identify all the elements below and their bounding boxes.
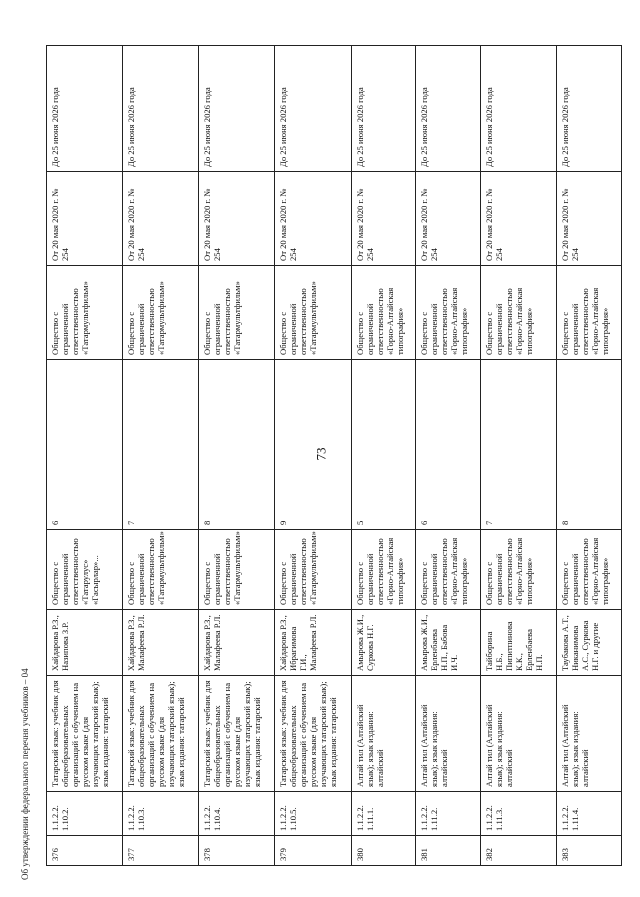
page-number: 73 [313,447,329,461]
cell-publisher2: Общество с ограниченной ответственностью «Татармультфильм» [47,266,123,360]
cell-order: От 20 мая 2020 г. № 254 [481,172,557,266]
cell-code: 1.1.2.2. 1.10.5. [275,792,351,836]
cell-publisher2: Общество с ограниченной ответственностью «Татармультфильм» [199,266,275,360]
cell-deadline: До 25 июня 2026 года [47,46,123,172]
cell-publisher: Общество с ограниченной ответственностью «Татарулус» «Гасырлар»... [47,530,123,610]
table-row [47,46,123,866]
cell-no: 383 [557,836,622,866]
cell-title: Алтай тил (Алтайский язык); язык издания: алтайский [557,676,622,792]
table-row [351,46,416,866]
cell-authors: Хайдарова Р.З., Малафеева Р.Л. [123,610,199,676]
cell-authors: Амырова Ж.И., Суркова Н.Г. [351,610,416,676]
cell-publisher2: Общество с ограниченной ответственностью «Горно-Алтайская типография» [557,266,622,360]
cell-order: От 20 мая 2020 г. № 254 [416,172,481,266]
cell-grade: 9 [275,360,351,530]
table-row [199,46,275,866]
cell-publisher: Общество с ограниченной ответственностью «Горно-Алтайская типография» [481,530,557,610]
cell-deadline: До 25 июня 2026 года [123,46,199,172]
cell-grade: 6 [47,360,123,530]
cell-code: 1.1.2.2. 1.11.2. [416,792,481,836]
cell-title: Татарский язык: учебник для общеобразовательных организаций с обучением на русском языке (для изучающих татарский язык); язык издания: татарский [123,676,199,792]
cell-title: Татарский язык: учебник для общеобразовательных организаций с обучением на русском языке (для изучающих татарский язык); язык издания: татарский [47,676,123,792]
cell-authors: Хайдарова Р.З., Малафеева Р.Л. [199,610,275,676]
cell-code: 1.1.2.2. 1.11.3. [481,792,557,836]
cell-no: 378 [199,836,275,866]
cell-publisher2: Общество с ограниченной ответственностью «Татармультфильм» [123,266,199,360]
cell-publisher: Общество с ограниченной ответственностью «Горно-Алтайская типография» [416,530,481,610]
rotated-table-wrapper [46,46,622,866]
cell-publisher2: Общество с ограниченной ответственностью «Татармультфильм» [275,266,351,360]
cell-publisher: Общество с ограниченной ответственностью «Татармультфильм» [275,530,351,610]
cell-authors: Хайдарова Р.З., Ибрагимова Г.И., Малафеева Р.Л. [275,610,351,676]
textbook-table [46,45,622,866]
cell-publisher2: Общество с ограниченной ответственностью «Горно-Алтайская типография» [416,266,481,360]
cell-authors: Амырова Ж.И., Ерленбаева Н.П., Бабова И.Ч. [416,610,481,676]
cell-code: 1.1.2.2. 1.10.4. [199,792,275,836]
cell-grade: 8 [199,360,275,530]
cell-title: Алтай тил (Алтайский язык); язык издания: алтайский [351,676,416,792]
cell-order: От 20 мая 2020 г. № 254 [123,172,199,266]
cell-deadline: До 25 июня 2026 года [275,46,351,172]
table-row [416,46,481,866]
cell-order: От 20 мая 2020 г. № 254 [275,172,351,266]
footer-note: Об утверждении федерального перечня учебников – 04 [20,668,30,880]
cell-deadline: До 25 июня 2026 года [481,46,557,172]
cell-code: 1.1.2.2. 1.11.4. [557,792,622,836]
cell-no: 382 [481,836,557,866]
cell-code: 1.1.2.2. 1.10.2. [47,792,123,836]
cell-publisher: Общество с ограниченной ответственностью «Татармультфильм» [123,530,199,610]
cell-no: 379 [275,836,351,866]
cell-deadline: До 25 июня 2026 года [351,46,416,172]
cell-code: 1.1.2.2. 1.10.3. [123,792,199,836]
cell-authors: Таубакова А.Т., Никанимова А.С., Суркова Н.Г. и другие [557,610,622,676]
cell-authors: Хайдарова Р.З., Назипова З.Р. [47,610,123,676]
table-body [47,46,622,866]
cell-publisher2: Общество с ограниченной ответственностью «Горно-Алтайская типография» [351,266,416,360]
table-row [557,46,622,866]
cell-title: Татарский язык: учебник для общеобразовательных организаций с обучением на русском языке (для изучающих татарский язык); язык издания: татарский [275,676,351,792]
table-row [275,46,351,866]
cell-no: 377 [123,836,199,866]
cell-no: 376 [47,836,123,866]
cell-grade: 7 [123,360,199,530]
table-row [481,46,557,866]
cell-order: От 20 мая 2020 г. № 254 [351,172,416,266]
cell-deadline: До 25 июня 2026 года [557,46,622,172]
cell-publisher: Общество с ограниченной ответственностью «Татармультфильм» [199,530,275,610]
cell-no: 381 [416,836,481,866]
cell-grade: 5 [351,360,416,530]
cell-grade: 8 [557,360,622,530]
cell-publisher: Общество с ограниченной ответственностью «Горно-Алтайская типография» [351,530,416,610]
cell-grade: 7 [481,360,557,530]
cell-order: От 20 мая 2020 г. № 254 [199,172,275,266]
cell-publisher2: Общество с ограниченной ответственностью «Горно-Алтайская типография» [481,266,557,360]
cell-title: Алтай тил (Алтайский язык); язык издания: алтайский [416,676,481,792]
cell-grade: 6 [416,360,481,530]
cell-order: От 20 мая 2020 г. № 254 [557,172,622,266]
cell-title: Татарский язык: учебник для общеобразовательных организаций с обучением на русском языке (для изучающих татарский язык); язык издания: татарский [199,676,275,792]
cell-title: Алтай тил (Алтайский язык); язык издания: алтайский [481,676,557,792]
cell-order: От 20 мая 2020 г. № 254 [47,172,123,266]
cell-authors: Тайборина Н.Б., Пипитпинова К.К., Ерленбаева Н.П. [481,610,557,676]
cell-code: 1.1.2.2. 1.11.1. [351,792,416,836]
cell-publisher: Общество с ограниченной ответственностью «Горно-Алтайская типография» [557,530,622,610]
cell-deadline: До 25 июня 2026 года [199,46,275,172]
cell-no: 380 [351,836,416,866]
cell-deadline: До 25 июня 2026 года [416,46,481,172]
table-row [123,46,199,866]
